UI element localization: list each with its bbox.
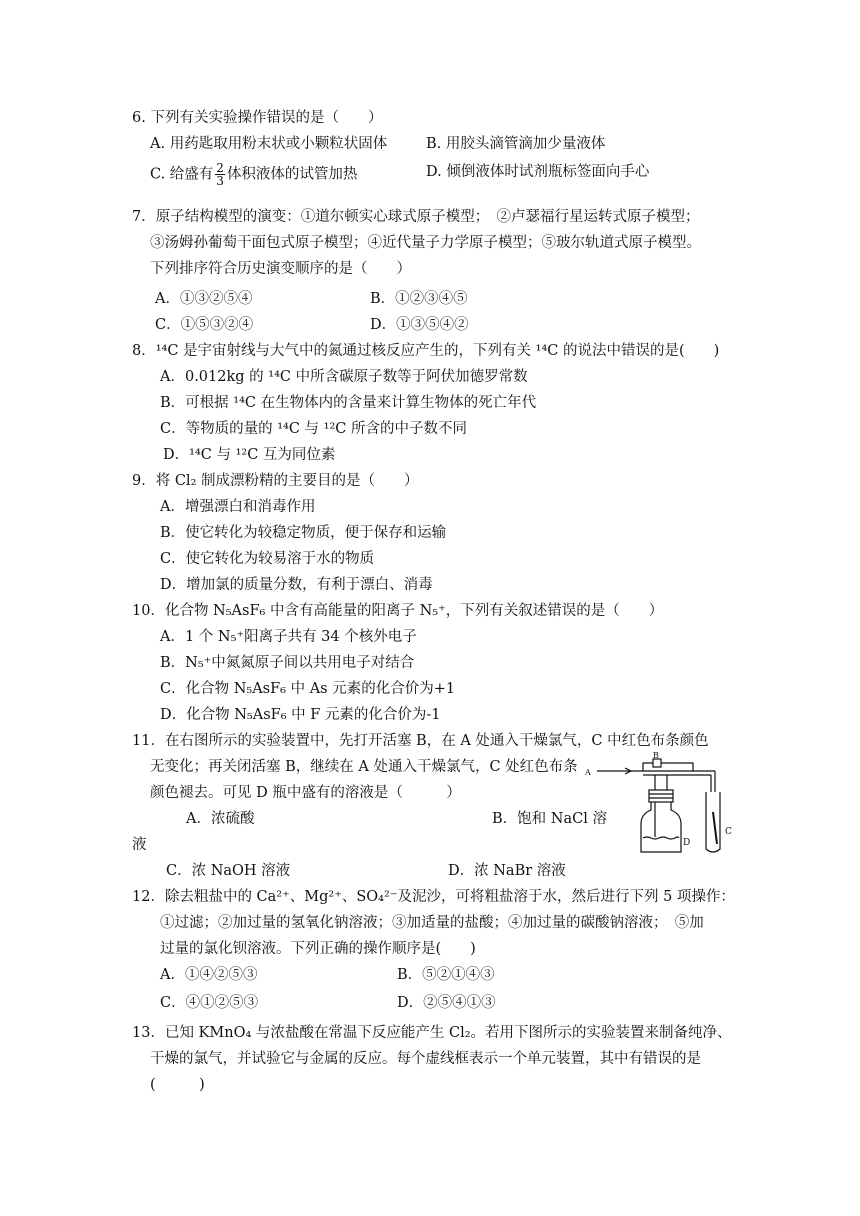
fraction-numerator: 2 bbox=[216, 161, 224, 175]
q7-stem-line1: 7．原子结构模型的演变：①道尔顿实心球式原子模型； ②卢瑟福行星运转式原子模型； bbox=[132, 209, 700, 225]
q9-stem: 9．将 Cl₂ 制成漂粉精的主要目的是（ ） bbox=[132, 473, 419, 489]
q11-stem-line2: 无变化；再关闭活塞 B，继续在 A 处通入干燥氯气，C 处红色布条 bbox=[150, 759, 578, 775]
q12-option-c: C．④①②⑤③ bbox=[160, 995, 259, 1011]
q13-stem-line3: ( ) bbox=[150, 1077, 205, 1093]
q6-option-c-suffix: 体积液体的试管加热 bbox=[226, 166, 358, 183]
q8-option-d: D．¹⁴C 与 ¹²C 互为同位素 bbox=[163, 447, 336, 463]
q12-option-a: A．①④②⑤③ bbox=[160, 967, 258, 983]
q6-option-a: A. 用药匙取用粉末状或小颗粒状固体 bbox=[150, 136, 388, 152]
label-b: B bbox=[653, 752, 659, 760]
q11-stem-line1: 11．在右图所示的实验装置中，先打开活塞 B，在 A 处通入干燥氯气，C 中红色布条颜色 bbox=[132, 733, 709, 749]
fraction-denominator: 3 bbox=[216, 174, 224, 188]
fraction bbox=[215, 162, 225, 187]
q7-option-c: C．①⑤③②④ bbox=[155, 317, 254, 333]
cloth-strip bbox=[713, 812, 717, 844]
q7-option-b: B．①②③④⑤ bbox=[370, 291, 468, 307]
q6-stem: 6. 下列有关实验操作错误的是（ ） bbox=[132, 110, 383, 126]
q10-option-c: C．化合物 N₅AsF₆ 中 As 元素的化合价为+1 bbox=[160, 681, 456, 697]
tube-c bbox=[706, 792, 720, 852]
q11-stem-line3: 颜色褪去。可见 D 瓶中盛有的溶液是（ ） bbox=[150, 785, 461, 801]
q6-option-c-prefix: C. 给盛有 bbox=[150, 166, 214, 183]
q6-option-d: D. 倾倒液体时试剂瓶标签面向手心 bbox=[426, 164, 650, 180]
q7-option-d: D．①③⑤④② bbox=[370, 317, 469, 333]
q8-option-c: C．等物质的量的 ¹⁴C 与 ¹²C 所含的中子数不同 bbox=[160, 421, 467, 437]
q10-option-d: D．化合物 N₅AsF₆ 中 F 元素的化合价为-1 bbox=[160, 707, 441, 723]
q6-option-b: B. 用胶头滴管滴加少量液体 bbox=[426, 136, 606, 152]
liquid-surface bbox=[643, 837, 679, 839]
valve-b bbox=[653, 759, 661, 767]
q12-stem-line2: ①过滤；②加过量的氢氧化钠溶液；③加适量的盐酸；④加过量的碳酸钠溶液； ⑤加 bbox=[160, 915, 704, 931]
q13-stem-line1: 13．已知 KMnO₄ 与浓盐酸在常温下反应能产生 Cl₂。若用下图所示的实验装置来制备纯净、 bbox=[132, 1025, 732, 1041]
q8-option-b: B．可根据 ¹⁴C 在生物体内的含量来计算生物体的死亡年代 bbox=[160, 395, 537, 411]
bypass-tube bbox=[643, 763, 693, 771]
q11-option-b-wrap: 液 bbox=[132, 837, 147, 853]
q8-stem: 8．¹⁴C 是宇宙射线与大气中的氮通过核反应产生的，下列有关 ¹⁴C 的说法中错误的是( ) bbox=[132, 343, 720, 359]
q12-stem-line1: 12．除去粗盐中的 Ca²⁺、Mg²⁺、SO₄²⁻及泥沙，可将粗盐溶于水，然后进行下列 5 项操作： bbox=[132, 889, 735, 905]
q11-option-d: D．浓 NaBr 溶液 bbox=[448, 863, 566, 879]
q12-option-b: B．⑤②①④③ bbox=[397, 967, 495, 983]
q11-option-a: A．浓硫酸 bbox=[186, 811, 255, 827]
q8-option-a: A．0.012kg 的 ¹⁴C 中所含碳原子数等于阿伏加德罗常数 bbox=[160, 369, 528, 385]
q7-stem-line2: ③汤姆孙葡萄干面包式原子模型；④近代量子力学原子模型；⑤玻尔轨道式原子模型。 bbox=[150, 235, 701, 251]
label-a: A bbox=[585, 768, 591, 777]
label-d: D bbox=[683, 838, 691, 848]
q7-stem-line3: 下列排序符合历史演变顺序的是（ ） bbox=[150, 261, 411, 277]
q12-stem-line3: 过量的氯化钡溶液。下列正确的操作顺序是( ) bbox=[160, 941, 476, 957]
stopper bbox=[649, 790, 673, 802]
q6-option-c bbox=[150, 162, 357, 187]
q13-stem-line2: 干燥的氯气，并试验它与金属的反应。每个虚线框表示一个单元装置，其中有错误的是 bbox=[150, 1051, 701, 1067]
q10-option-b: B．N₅⁺中氮氮原子间以共用电子对结合 bbox=[160, 655, 415, 671]
q9-option-a: A．增强漂白和消毒作用 bbox=[160, 499, 316, 515]
q11-option-b: B．饱和 NaCl 溶 bbox=[492, 811, 607, 827]
q10-stem: 10．化合物 N₅AsF₆ 中含有高能量的阳离子 N₅⁺，下列有关叙述错误的是（ ） bbox=[132, 603, 664, 619]
q10-option-a: A．1 个 N₅⁺阳离子共有 34 个核外电子 bbox=[160, 629, 417, 645]
q9-option-d: D．增加氯的质量分数，有利于漂白、消毒 bbox=[160, 577, 433, 593]
q12-option-d: D．②⑤④①③ bbox=[397, 995, 496, 1011]
q11-option-c: C．浓 NaOH 溶液 bbox=[166, 863, 291, 879]
bottle-d bbox=[641, 802, 681, 852]
q7-option-a: A．①③②⑤④ bbox=[155, 291, 253, 307]
gas-apparatus-figure bbox=[585, 752, 745, 857]
label-c: C bbox=[725, 827, 732, 837]
q9-option-b: B．使它转化为较稳定物质，便于保存和运输 bbox=[160, 525, 447, 541]
q9-option-c: C．使它转化为较易溶于水的物质 bbox=[160, 551, 375, 567]
